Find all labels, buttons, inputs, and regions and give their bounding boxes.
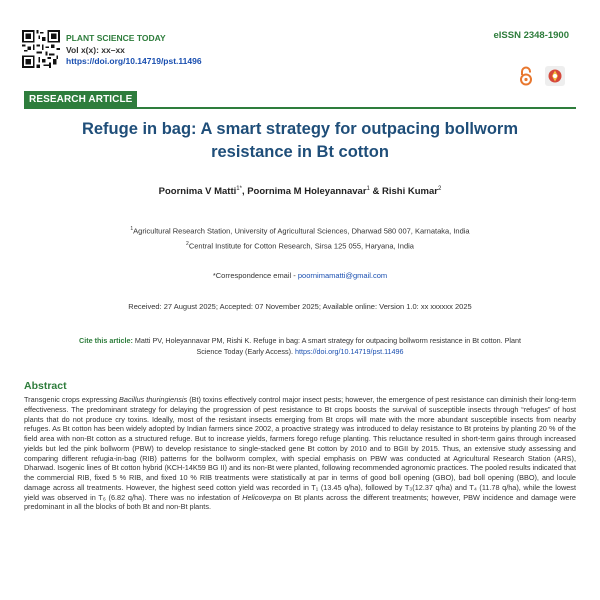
author-3-affiliation: 2	[437, 186, 442, 192]
journal-name: PLANT SCIENCE TODAY	[66, 33, 166, 43]
title-line-1: Refuge in bag: A smart strategy for outpacing bollworm	[81, 120, 519, 138]
correspondence	[0, 271, 600, 280]
article-type-badge: RESEARCH ARTICLE	[24, 91, 137, 108]
citation-doi-link[interactable]: https://doi.org/10.14719/pst.11496	[294, 347, 404, 356]
affiliation-1	[0, 226, 600, 236]
abstract-part-3: on Bt plants across the different treatments; however, PBW incidence and damage were predominant in all the blocks of both Bt and non-Bt plants.	[24, 492, 576, 512]
author-list: Poornima V Matti$^{1*}$, Poornima M Holeyannavar$^1$ & Rishi Kumar$^2$	[158, 186, 442, 198]
author-1: Poornima V Matti	[158, 186, 237, 198]
citation-text: Matti PV, Holeyannavar PM, Rishi K. Refuge in bag: A smart strategy for outpacing bollworm resistance in Bt cotton. Plant Science Today (Early Access).	[134, 336, 521, 356]
affiliation-1-number: 1	[130, 226, 134, 232]
title-line-2: resistance in Bt cotton	[211, 143, 389, 161]
affiliation-2-number: 2	[186, 241, 189, 247]
affiliation-2	[0, 241, 600, 251]
header-divider	[24, 107, 576, 109]
abstract-italic-2: Helicoverpa	[242, 492, 281, 502]
correspondence-email-link[interactable]: poornimamatti@gmail.com	[297, 271, 388, 280]
affiliation-1-text: Agricultural Research Station, University of Agricultural Sciences, Dharwad 580 007, Karnataka, India	[133, 226, 470, 236]
eissn: eISSN 2348-1900	[493, 30, 569, 41]
abstract-part-1: Transgenic crops expressing	[24, 395, 120, 404]
author-2: Poornima M Holeyannavar	[247, 186, 367, 198]
publication-dates: Received: 27 August 2025; Accepted: 07 November 2025; Available online: Version 1.0: xx xxxxxx 2025	[128, 302, 472, 311]
journal-info	[66, 33, 202, 68]
author-2-affiliation: 1	[366, 186, 370, 192]
journal-volume: Vol x(x): xx–xx	[66, 44, 125, 55]
correspondence-label: *Correspondence email -	[212, 271, 298, 280]
abstract-body	[24, 395, 576, 512]
affiliation-2-text: Central Institute for Cotton Research, Sirsa 125 055, Haryana, India	[188, 241, 414, 251]
qr-code-icon	[22, 30, 60, 68]
abstract-heading: Abstract	[24, 380, 67, 392]
citation	[70, 335, 530, 357]
author-1-affiliation: 1*	[236, 186, 242, 192]
abstract-part-2: (Bt) toxins effectively control major insect pests; however, the emergence of pest resistance can diminish their long-term effectiveness. The predominant strategy for delaying the progression of pest resistance to Bt crops boosts the survival of susceptible insects through “refuges” of host plants that do not produce cry toxins. Ideally, most of the resistant insects emerging from Bt crops will mate with the more abundant susceptible insects from nearby refuges. As Bt cotton has been widely adopted by Indian farmers since 2002, a proactive strategy was introduced to delay resistance to Bt proteins by planting 20 % of the field area with non-Bt cotton as a structured refuge. But to increase yields, farmers forego refuge planting. This reluctance resulted in short-term gains through increased yields but led the pink bollworm (PBW) to develop resistance to single-stacked gene Bt cotton by 2010 and to BGII by 2015. Thus, an extensive study assessing and comparing different refugia-in-bag (RIB) patterns for the bollworm complex, with special emphasis on PBW was conducted at Agricultural Research Station (ARS), Dharwad. Isogenic lines of Bt cotton hybrid (KCH-14K59 BG II) and its non-Bt were planted, following recommended agronomic practices. The pooled results indicated that the commercial RIB, fixed 5 % RIB, and fixed 10 % RIB treatments were statistically at par in terms of good boll opening (GBO), bad boll opening (BBO), and locule damage across all treatments. However, the highest seed cotton yield was recorded in T₁ (13.45 q/ha), followed by T₃(12.37 q/ha) and T₄ (11.78 q/ha), while the lowest yield was observed in T₆ (6.82 q/ha). There was no infestation of	[24, 395, 576, 502]
crossmark-icon[interactable]	[545, 66, 565, 86]
open-access-icon[interactable]	[519, 66, 533, 86]
journal-doi-link[interactable]: https://doi.org/10.14719/pst.11496	[66, 56, 202, 66]
author-3: Rishi Kumar	[382, 186, 438, 198]
abstract-italic-1: Bacillus thuringiensis	[119, 395, 188, 404]
citation-label: Cite this article:	[79, 336, 133, 345]
article-title	[40, 118, 560, 164]
